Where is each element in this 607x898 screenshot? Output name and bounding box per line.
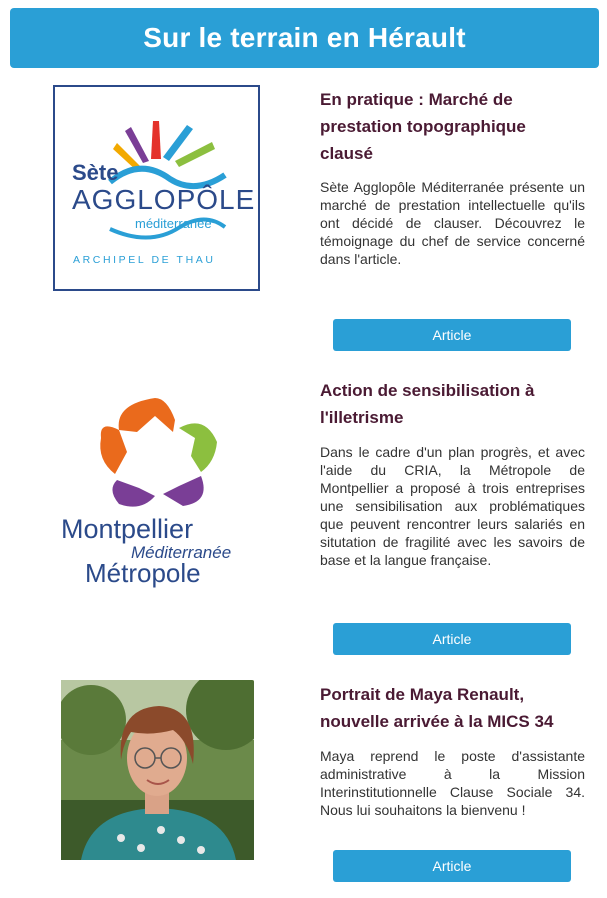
article-title: Portrait de Maya Renault, nouvelle arrivée à la MICS 34	[320, 685, 554, 731]
sete-agglopole-logo	[53, 85, 260, 291]
section-header	[10, 8, 599, 68]
logo-sete-text: Sète	[72, 160, 119, 185]
ray-green-icon	[175, 142, 215, 167]
article-button[interactable]: Article	[333, 850, 571, 882]
article-title: Action de sensibilisation à l'illetrisme	[320, 381, 535, 427]
logo-agglopole-text: AGGLOPÔLE	[72, 184, 256, 215]
sete-logo-graphic	[55, 87, 258, 289]
ray-red-icon	[151, 121, 161, 159]
article-description: Dans le cadre d'un plan progrès, et avec l'aide du CRIA, la Métropole de Montpellier a proposé à trois entreprises une sensibilisation aux problématiques que peuvent rencontrer leurs salariés en situtation de fragilité avec les savoirs de base et la langue française.	[320, 444, 585, 568]
montpellier-logo-graphic	[55, 390, 260, 590]
article-description: Maya reprend le poste d'assistante administrative à la Mission Interinstitutionnelle Clause Sociale 34. Nous lui souhaitons la bienvenu !	[320, 748, 585, 818]
article-button[interactable]: Article	[333, 623, 571, 655]
article-button[interactable]: Article	[333, 319, 571, 351]
section-title: Sur le terrain en Hérault	[143, 22, 466, 53]
logo-montpellier-text: Montpellier	[61, 514, 194, 544]
logo-mediterranee-text: Méditerranée	[131, 543, 232, 562]
logo-archipel-text: ARCHIPEL DE THAU	[73, 254, 216, 266]
article-title: En pratique : Marché de prestation topographique clausé	[320, 90, 526, 163]
article-description: Sète Agglopôle Méditerranée présente un marché de prestation intellectuelle qu'ils ont décidé de clauser. Découvrez le témoignage du chef de service concerné dans l'article.	[320, 179, 585, 267]
portrait-graphic	[61, 680, 254, 860]
portrait-photo	[61, 680, 254, 860]
montpellier-metropole-logo	[55, 390, 260, 590]
logo-mediterranee-text: méditerranée	[135, 216, 212, 231]
logo-metropole-text: Métropole	[85, 558, 201, 588]
